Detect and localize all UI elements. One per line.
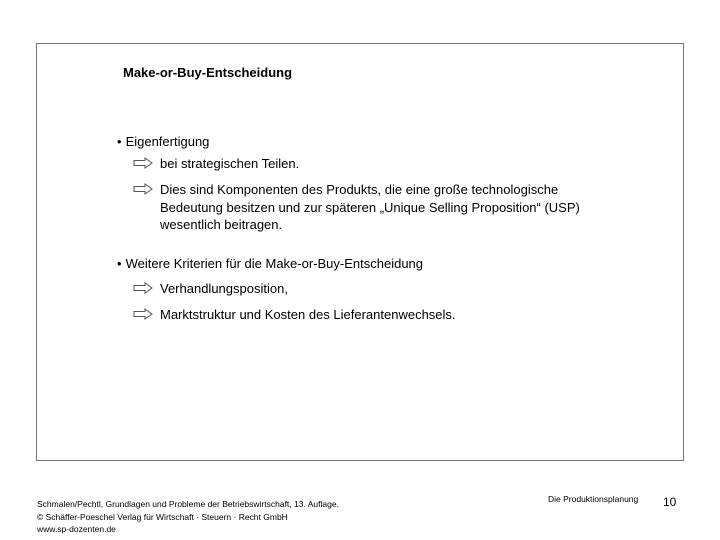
sub-item-negotiation [133, 280, 620, 298]
sub-item-text: bei strategischen Teilen. [160, 156, 300, 171]
bullet-dot: • [117, 256, 122, 271]
bullet-label: Weitere Kriterien für die Make-or-Buy-Entscheidung [125, 256, 424, 271]
sub-item-text: Dies sind Komponenten des Produkts, die eine große technologische Bedeutung besitzen und zur späteren „Unique Selling Proposition“ (USP) wesentlich beitragen. [160, 182, 580, 232]
bullet-weitere-kriterien [117, 256, 423, 271]
right-arrow-icon [133, 282, 153, 294]
sub-item-text: Marktstruktur und Kosten des Lieferantenwechsels. [160, 307, 456, 322]
bullet-eigenfertigung [117, 134, 209, 149]
slide-title: Make-or-Buy-Entscheidung [123, 65, 293, 80]
page-number: 10 [663, 495, 677, 509]
chapter-label: Die Produktionsplanung [548, 494, 639, 504]
slide-frame [36, 43, 684, 461]
sub-item-market-structure [133, 306, 620, 324]
website-line: www.sp-dozenten.de [37, 524, 116, 534]
right-arrow-icon [133, 183, 153, 195]
publisher-line: © Schäffer-Poeschel Verlag für Wirtschaft · Steuern · Recht GmbH [37, 511, 288, 522]
sub-item-text: Verhandlungsposition, [160, 281, 288, 296]
sub-item-usp-components [133, 181, 620, 234]
right-arrow-icon [133, 157, 153, 169]
right-arrow-icon [133, 308, 153, 320]
citation-line: Schmalen/Pechtl, Grundlagen und Probleme der Betriebswirtschaft, 13. Auflage. [37, 499, 339, 509]
bullet-label: Eigenfertigung [125, 134, 210, 149]
sub-item-strategic-parts [133, 155, 620, 173]
bullet-dot: • [117, 134, 122, 149]
footer-citation [37, 498, 339, 536]
